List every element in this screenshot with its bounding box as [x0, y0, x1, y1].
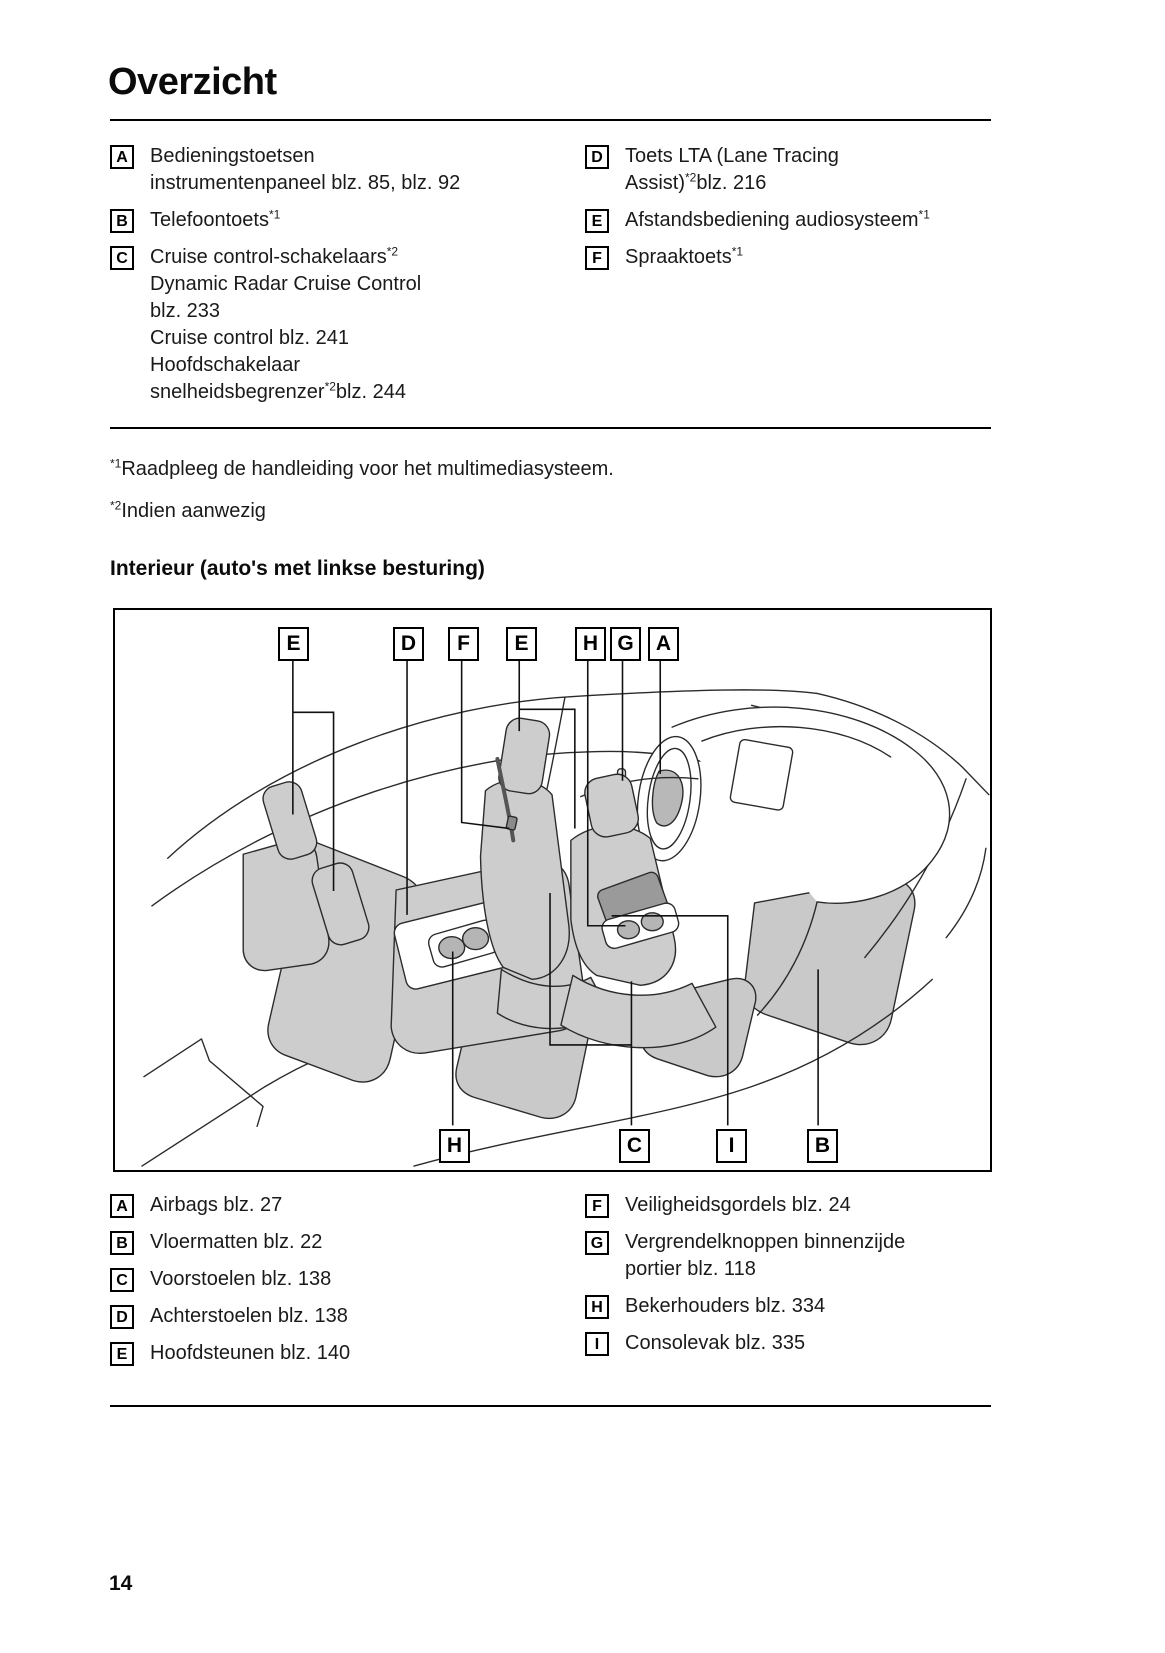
- key-chip-f: F: [585, 246, 609, 270]
- legend-item-c: [110, 1266, 580, 1293]
- interior-legend-left: [110, 1192, 580, 1377]
- legend-item-f: [585, 1192, 990, 1219]
- diagram-label-bottom-i: I: [716, 1129, 747, 1163]
- key-chip-c: C: [110, 246, 134, 270]
- legend-item-text: Vloermatten blz. 22: [150, 1231, 323, 1253]
- controls-legend-right: [585, 143, 990, 281]
- page-title: Overzicht: [108, 61, 277, 104]
- legend-item-e: [110, 1340, 580, 1367]
- diagram-label-bottom-c: C: [619, 1129, 650, 1163]
- key-chip-f: F: [585, 1194, 609, 1218]
- key-chip-d: D: [110, 1305, 134, 1329]
- rear-cupholder-2: [463, 928, 489, 950]
- key-chip-e: E: [110, 1342, 134, 1366]
- interior-diagram: [113, 608, 992, 1172]
- diagram-label-bottom-b: B: [807, 1129, 838, 1163]
- legend-item-i: [585, 1330, 990, 1357]
- diagram-label-top-g: G: [610, 627, 641, 661]
- legend-item-a: [110, 143, 580, 197]
- driver-cushion: [561, 975, 716, 1047]
- rule-mid: [110, 427, 991, 429]
- legend-item-a: [110, 1192, 580, 1219]
- legend-item-text: Veiligheidsgordels blz. 24: [625, 1194, 851, 1216]
- footnote-1: $^{*1}$Raadpleeg de handleiding voor het multimediasysteem.: [110, 456, 614, 480]
- legend-item-d: [585, 143, 990, 197]
- legend-item-text: Voorstoelen blz. 138: [150, 1268, 332, 1290]
- legend-item-text: Cruise control-schakelaars$^{*2}$ Dynamic Radar Cruise Control blz. 233 Cruise control blz. 241 Hoofdschakelaar snelheidsbegrenzer$^{*2}$blz. 244: [150, 244, 422, 403]
- diagram-label-top-a: A: [648, 627, 679, 661]
- passenger-headrest: [497, 716, 552, 795]
- section-heading: Interieur (auto's met linkse besturing): [110, 557, 485, 581]
- b-pillar-line: [547, 697, 565, 788]
- legend-item-d: [110, 1303, 580, 1330]
- legend-item-text: Bedieningstoetsen instrumentenpaneel blz. 85, blz. 92: [150, 145, 461, 194]
- legend-item-e: [585, 207, 990, 234]
- left-floor-zigzag: [144, 1039, 263, 1126]
- legend-item-text: Achterstoelen blz. 138: [150, 1305, 348, 1327]
- front-cupholder-1: [618, 921, 640, 939]
- footnote-2: $^{*2}$Indien aanwezig: [110, 498, 266, 522]
- diagram-label-top-h: H: [575, 627, 606, 661]
- diagram-label-top-e2: E: [506, 627, 537, 661]
- key-chip-b: B: [110, 209, 134, 233]
- legend-item-text: Toets LTA (Lane Tracing Assist)$^{*2}$blz. 216: [625, 145, 839, 194]
- car-interior-art: [115, 610, 990, 1170]
- legend-item-text: Afstandsbediening audiosysteem$^{*1}$: [625, 207, 930, 231]
- right-door-lower: [946, 848, 986, 937]
- rule-bottom: [110, 1405, 991, 1407]
- key-chip-d: D: [585, 145, 609, 169]
- key-chip-i: I: [585, 1332, 609, 1356]
- legend-item-f: [585, 244, 990, 271]
- rule-top: [110, 119, 991, 121]
- diagram-label-top-d: D: [393, 627, 424, 661]
- legend-item-text: Bekerhouders blz. 334: [625, 1295, 826, 1317]
- controls-legend-left: [110, 143, 580, 416]
- legend-item-text: Spraaktoets$^{*1}$: [625, 244, 744, 268]
- interior-legend-right: [585, 1192, 990, 1367]
- key-chip-a: A: [110, 1194, 134, 1218]
- legend-item-h: [585, 1293, 990, 1320]
- key-chip-b: B: [110, 1231, 134, 1255]
- legend-item-text: Telefoontoets$^{*1}$: [150, 207, 281, 231]
- key-chip-g: G: [585, 1231, 609, 1255]
- key-chip-c: C: [110, 1268, 134, 1292]
- legend-item-c: [110, 244, 580, 406]
- passenger-seatback: [481, 780, 570, 979]
- page-number: 14: [109, 1572, 133, 1595]
- rear-cupholder-1: [439, 937, 465, 959]
- legend-item-text: Consolevak blz. 335: [625, 1332, 806, 1354]
- key-chip-h: H: [585, 1295, 609, 1319]
- diagram-label-top-f: F: [448, 627, 479, 661]
- footnotes: [110, 456, 990, 540]
- key-chip-e: E: [585, 209, 609, 233]
- diagram-label-top-e1: E: [278, 627, 309, 661]
- multimedia-screen: [730, 739, 794, 811]
- legend-item-text: Airbags blz. 27: [150, 1194, 283, 1216]
- legend-item-text: Vergrendelknoppen binnenzijde portier blz. 118: [625, 1231, 906, 1280]
- legend-item-text: Hoofdsteunen blz. 140: [150, 1342, 351, 1364]
- legend-item-b: [110, 1229, 580, 1256]
- legend-item-b: [110, 207, 580, 234]
- key-chip-a: A: [110, 145, 134, 169]
- diagram-label-bottom-h: H: [439, 1129, 470, 1163]
- rear-side-bolster: [243, 840, 329, 971]
- legend-item-g: [585, 1229, 990, 1283]
